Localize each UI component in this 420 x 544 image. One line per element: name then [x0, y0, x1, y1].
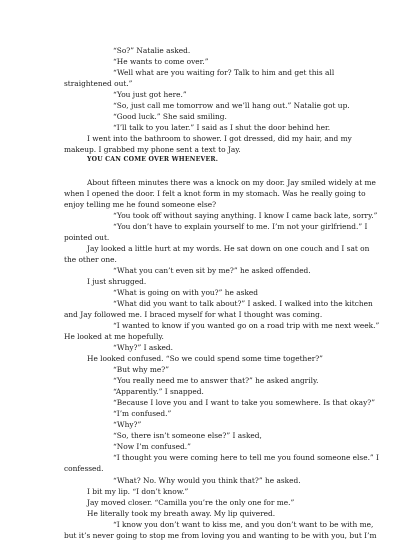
text-line: I just shrugged. — [87, 277, 147, 286]
text-line: straightened out.” — [64, 79, 133, 88]
text-line: “I wanted to know if you wanted go on a road trip with me next week.” — [113, 321, 380, 330]
text-line: “Because I love you and I want to take you somewhere. Is that okay?” — [113, 398, 375, 407]
text-line: “You took off without saying anything. I know I came back late, sorry.” — [113, 211, 378, 220]
text-line: “So?” Natalie asked. — [113, 46, 191, 55]
text-line: and Jay followed me. I braced myself for what I thought was coming. — [64, 310, 323, 319]
text-line: “Well what are you waiting for? Talk to him and get this all — [113, 68, 335, 77]
text-line: “But why me?” — [113, 365, 170, 374]
text-line: “Apparently.” I snapped. — [113, 387, 204, 396]
text-line: He looked at me hopefully. — [64, 332, 164, 341]
text-line: Jay looked a little hurt at my words. He sat down on one couch and I sat on — [87, 244, 370, 253]
text-line: Jay moved closer. “Camilla you’re the only one for me.” — [87, 498, 295, 507]
text-message: YOU CAN COME OVER WHENEVER. — [87, 156, 219, 163]
text-line: “What? No. Why would you think that?” he asked. — [113, 476, 301, 485]
text-line: “I’ll talk to you later.” I said as I shut the door behind her. — [113, 123, 331, 132]
text-line: “I know you don’t want to kiss me, and you don’t want to be with me, — [113, 520, 374, 529]
text-line: “What did you want to talk about?” I asked. I walked into the kitchen — [113, 299, 373, 308]
text-line: I went into the bathroom to shower. I got dressed, did my hair, and my — [87, 134, 352, 143]
text-line: “I’m confused.” — [113, 409, 172, 418]
text-line: “Why?” I asked. — [113, 343, 174, 352]
text-line: when I opened the door. I felt a knot form in my stomach. Was he really going to — [64, 189, 366, 198]
text-line: but it’s never going to stop me from loving you and wanting to be with you, but I’m — [64, 531, 377, 540]
text-line: About fifteen minutes there was a knock on my door. Jay smiled widely at me — [87, 178, 376, 187]
text-line: “Now I’m confused.” — [113, 442, 191, 451]
text-line: “Good luck.” She said smiling. — [113, 112, 227, 121]
text-line: enjoy telling me he found someone else? — [64, 200, 217, 209]
text-line: confessed. — [64, 464, 104, 473]
text-line: He literally took my breath away. My lip quivered. — [87, 509, 276, 518]
text-line: “He wants to come over.” — [113, 57, 209, 66]
text-line: “I thought you were coming here to tell me you found someone else.” I — [113, 453, 379, 462]
text-line: I bit my lip. “I don’t know.” — [87, 487, 189, 496]
text-line: “What is going on with you?” he asked — [113, 288, 259, 297]
text-line: makeup. I grabbed my phone sent a text to Jay. — [64, 145, 241, 154]
text-line: “So, there isn’t someone else?” I asked, — [113, 431, 262, 440]
text-line: “What you can’t even sit by me?” he asked offended. — [113, 266, 311, 275]
text-line: “Why?” — [113, 420, 142, 429]
text-line: “So, just call me tomorrow and we’ll hang out.” Natalie got up. — [113, 101, 350, 110]
text-line: “You just got here.” — [113, 90, 187, 99]
text-line: the other one. — [64, 255, 117, 264]
text-line: He looked confused. “So we could spend some time together?” — [87, 354, 323, 363]
text-line: “You don’t have to explain yourself to me. I’m not your girlfriend.” I — [113, 222, 368, 231]
text-line: pointed out. — [64, 233, 110, 242]
text-line: “You really need me to answer that?” he asked angrily. — [113, 376, 319, 385]
